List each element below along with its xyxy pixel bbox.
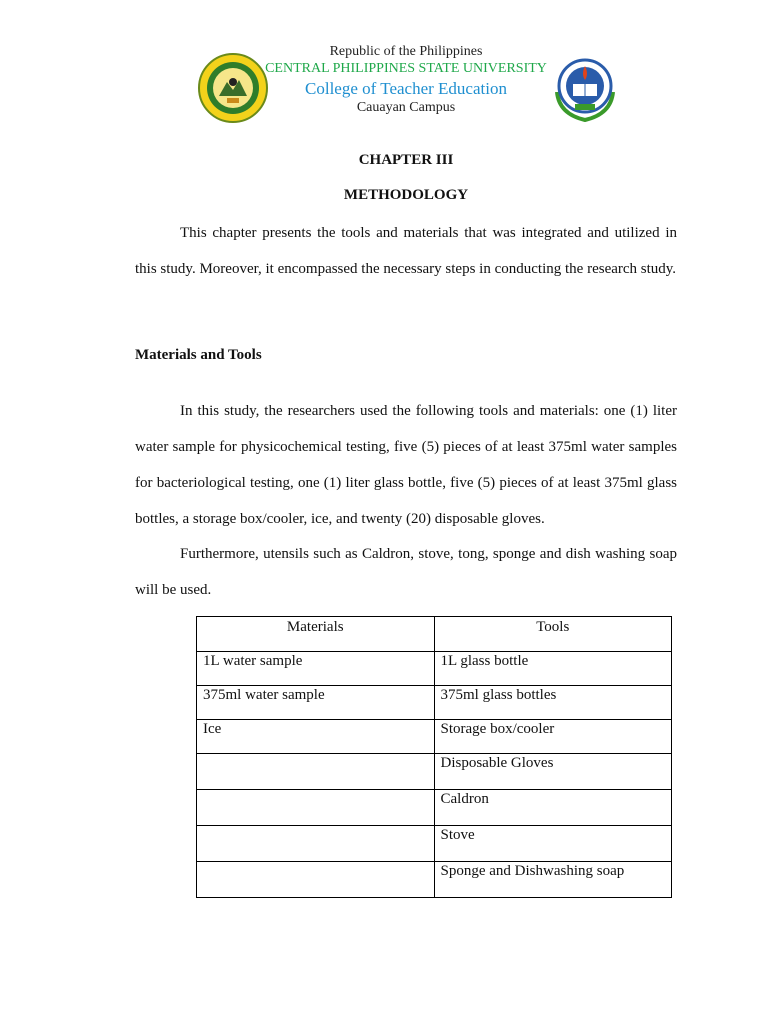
intro-paragraph: This chapter presents the tools and materials that was integrated and utilized in this study. Moreover, it encompassed the necessary steps in conducting the research study. bbox=[135, 225, 677, 277]
header-college: College of Teacher Education bbox=[305, 78, 507, 98]
materials-tools-table bbox=[196, 616, 672, 898]
table-row bbox=[197, 862, 672, 898]
table-row bbox=[197, 720, 672, 754]
table-cell-material: 1L water sample bbox=[197, 652, 435, 686]
table-cell-tool: Storage box/cooler bbox=[434, 720, 672, 754]
section-heading: Materials and Tools bbox=[135, 347, 262, 363]
table-cell-material bbox=[197, 826, 435, 862]
materials-paragraph: In this study, the researchers used the following tools and materials: one (1) liter water sample for physicochemical testing, five (5) pieces of at least 375ml water samples for bacteriological testing, one (1) liter glass bottle, five (5) pieces of at least 375ml glass bottles, a storage box/cooler, ice, and twenty (20) disposable gloves. bbox=[135, 403, 677, 527]
table-cell-material bbox=[197, 862, 435, 898]
table-cell-material bbox=[197, 754, 435, 790]
header-university: CENTRAL PHILIPPINES STATE UNIVERSITY bbox=[265, 60, 547, 76]
chapter-title: METHODOLOGY bbox=[343, 187, 469, 203]
table-row bbox=[197, 686, 672, 720]
table-cell-tool: Stove bbox=[434, 826, 672, 862]
header-republic: Republic of the Philippines bbox=[329, 44, 483, 59]
table-row bbox=[197, 790, 672, 826]
table-cell-tool: Sponge and Dishwashing soap bbox=[434, 862, 672, 898]
header-campus: Cauayan Campus bbox=[356, 99, 456, 115]
header-text-block bbox=[0, 44, 768, 117]
table-row bbox=[197, 754, 672, 790]
table-cell-tool: Disposable Gloves bbox=[434, 754, 672, 790]
document-header bbox=[0, 44, 768, 126]
table-cell-tool: 1L glass bottle bbox=[434, 652, 672, 686]
chapter-number: CHAPTER III bbox=[358, 152, 454, 168]
table-cell-material bbox=[197, 790, 435, 826]
table-cell-material: 375ml water sample bbox=[197, 686, 435, 720]
table-cell-tool: 375ml glass bottles bbox=[434, 686, 672, 720]
table-cell-material: Ice bbox=[197, 720, 435, 754]
table-cell-tool: Caldron bbox=[434, 790, 672, 826]
column-header-materials: Materials bbox=[197, 617, 435, 652]
utensils-paragraph: Furthermore, utensils such as Caldron, stove, tong, sponge and dish washing soap will be used. bbox=[135, 546, 677, 598]
table-row bbox=[197, 652, 672, 686]
table-header-row bbox=[197, 617, 672, 652]
table-row bbox=[197, 826, 672, 862]
column-header-tools: Tools bbox=[434, 617, 672, 652]
